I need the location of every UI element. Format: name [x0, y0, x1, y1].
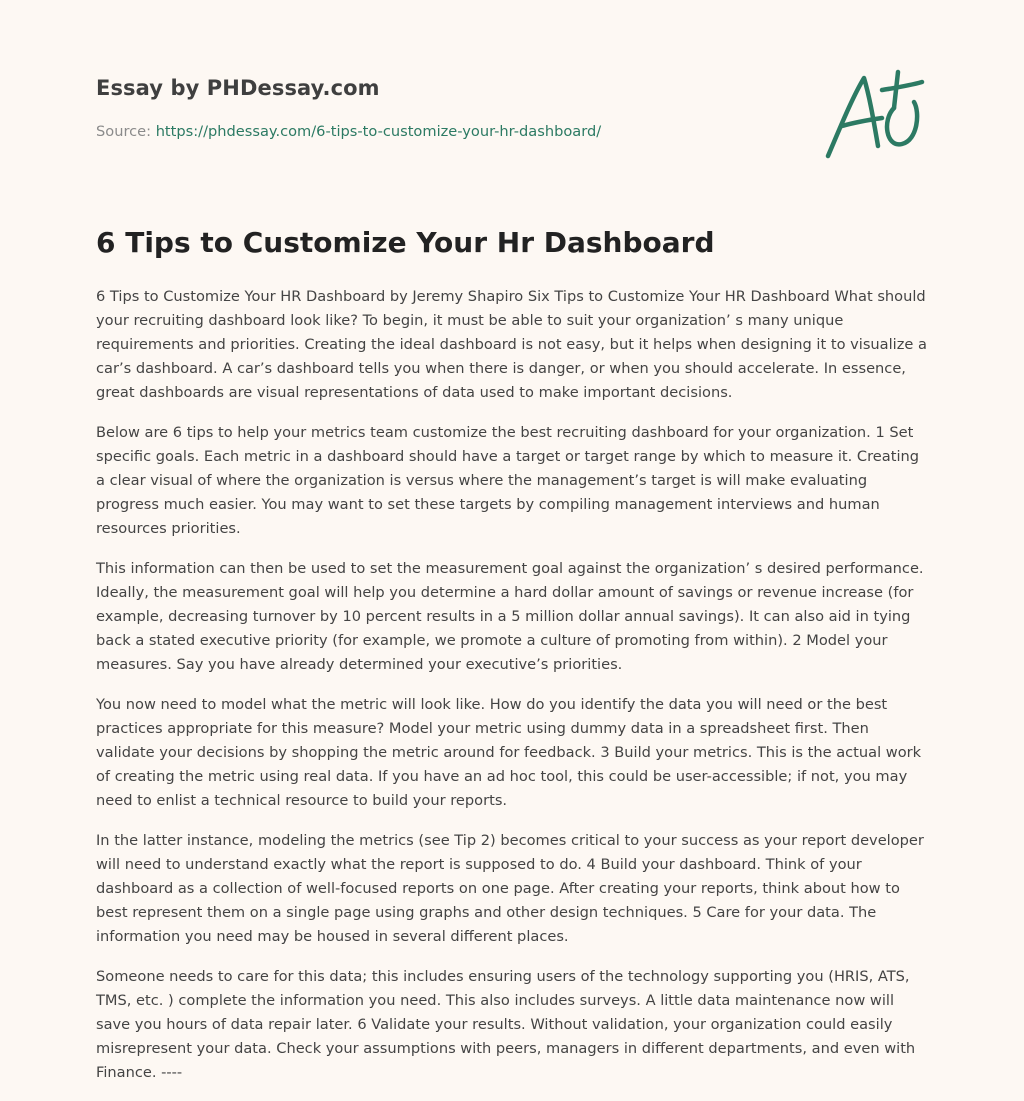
paragraph-3: This information can then be used to set the measurement goal against the organization’ s desired performance. Ideally, the measurement goal will help you determine a hard dollar amount of savings or revenue increase (for example, decreasing turnover by 10 percent results in a 5 million dollar annual savings). It can also aid in tying back a stated executive priority (for example, we promote a culture of promoting from within). 2 Model your measures. Say you have already determined your executive’s priorities. — [96, 560, 924, 673]
page-header — [96, 72, 936, 182]
paragraph-6: Someone needs to care for this data; this includes ensuring users of the technology supporting you (HRIS, ATS, TMS, etc. ) complete the information you need. This also includes surveys. A little data maintenance now will save you hours of data repair later. 6 Validate your results. Without validation, your organization could easily misrepresent your data. Check your assumptions with peers, managers in different departments, and even with Finance. ---- — [96, 968, 916, 1081]
source-line — [96, 123, 601, 140]
article-body — [96, 285, 931, 1101]
a-plus-logo-icon — [822, 68, 926, 164]
source-link[interactable]: https://phdessay.com/6-tips-to-customize-your-hr-dashboard/ — [155, 123, 602, 140]
article-title: 6 Tips to Customize Your Hr Dashboard — [96, 226, 715, 259]
site-title: Essay by PHDessay.com — [96, 76, 380, 100]
paragraph-1: 6 Tips to Customize Your HR Dashboard by Jeremy Shapiro Six Tips to Customize Your HR Dashboard What should your recruiting dashboard look like? To begin, it must be able to suit your organization’ s many unique requirements and priorities. Creating the ideal dashboard is not easy, but it helps when designing it to visualize a car’s dashboard. A car’s dashboard tells you when there is danger, or when you should accelerate. In essence, great dashboards are visual representations of data used to make important decisions. — [96, 288, 927, 401]
paragraph-4: You now need to model what the metric will look like. How do you identify the data you will need or the best practices appropriate for this measure? Model your metric using dummy data in a spreadsheet first. Then validate your decisions by shopping the metric around for feedback. 3 Build your metrics. This is the actual work of creating the metric using real data. If you have an ad hoc tool, this could be user-accessible; if not, you may need to enlist a technical resource to build your reports. — [96, 696, 922, 809]
paragraph-2: Below are 6 tips to help your metrics team customize the best recruiting dashboard for your organization. 1 Set specific goals. Each metric in a dashboard should have a target or target range by which to measure it. Creating a clear visual of where the organization is versus where the management’s target is will make evaluating progress much easier. You may want to set these targets by compiling management interviews and human resources priorities. — [96, 424, 920, 537]
paragraph-5: In the latter instance, modeling the metrics (see Tip 2) becomes critical to your success as your report developer will need to understand exactly what the report is supposed to do. 4 Build your dashboard. Think of your dashboard as a collection of well-focused reports on one page. After creating your reports, think about how to best represent them on a single page using graphs and other design techniques. 5 Care for your data. The information you need may be housed in several different places. — [96, 832, 924, 945]
source-label: Source: — [96, 123, 152, 140]
